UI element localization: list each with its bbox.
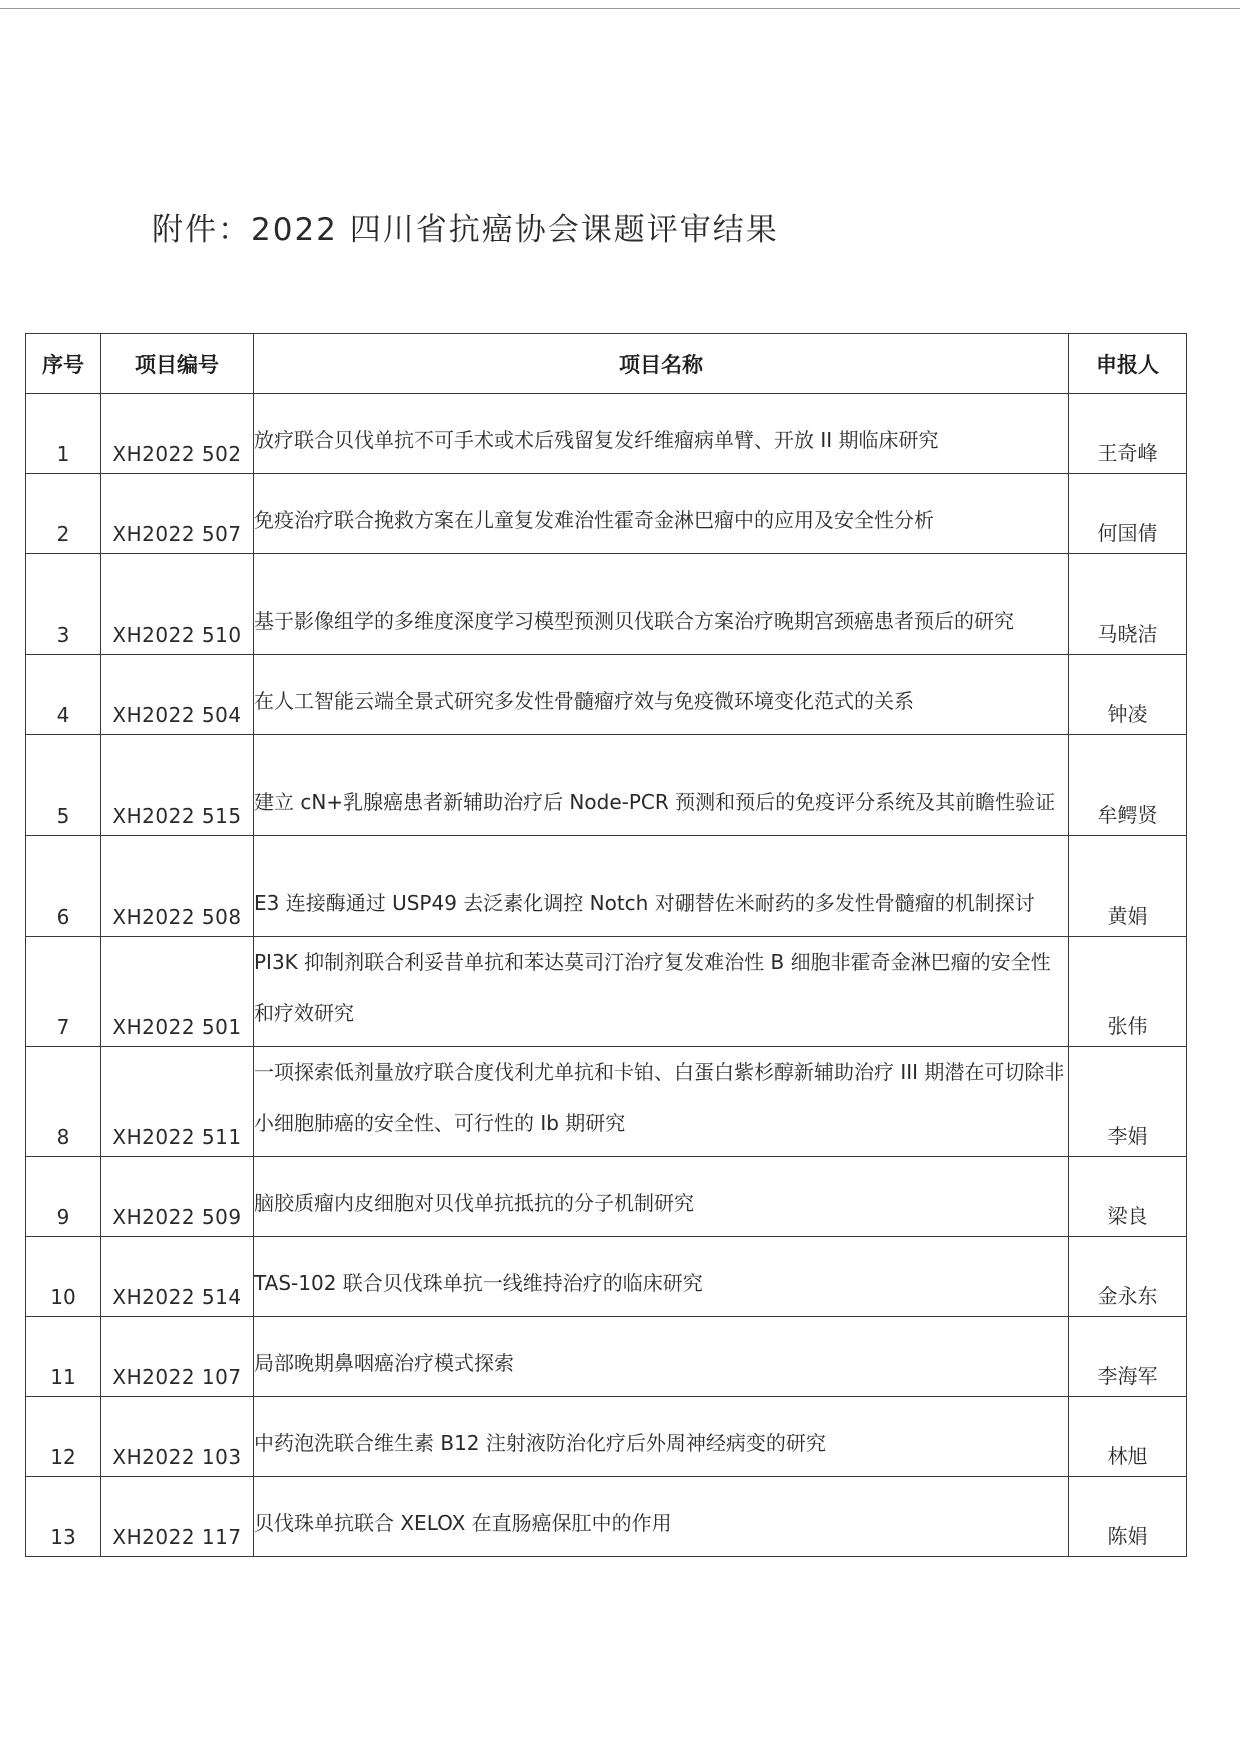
row-applicant: 李海军 <box>1069 1317 1187 1397</box>
row-name: 一项探索低剂量放疗联合度伐利尤单抗和卡铂、白蛋白紫杉醇新辅助治疗 III 期潜在可切除非小细胞肺癌的安全性、可行性的 Ib 期研究 <box>254 1047 1069 1157</box>
row-index: 11 <box>26 1317 101 1397</box>
table-row <box>26 1237 1187 1317</box>
row-name: 贝伐珠单抗联合 XELOX 在直肠癌保肛中的作用 <box>254 1477 1069 1557</box>
row-code: XH2022 508 <box>101 836 254 937</box>
row-name: 建立 cN+乳腺癌患者新辅助治疗后 Node-PCR 预测和预后的免疫评分系统及其前瞻性验证 <box>254 735 1069 836</box>
row-applicant: 王奇峰 <box>1069 394 1187 474</box>
row-name: 基于影像组学的多维度深度学习模型预测贝伐联合方案治疗晚期宫颈癌患者预后的研究 <box>254 554 1069 655</box>
row-index: 9 <box>26 1157 101 1237</box>
row-name: TAS-102 联合贝伐珠单抗一线维持治疗的临床研究 <box>254 1237 1069 1317</box>
row-applicant: 马晓洁 <box>1069 554 1187 655</box>
row-applicant: 林旭 <box>1069 1397 1187 1477</box>
row-name: PI3K 抑制剂联合利妥昔单抗和苯达莫司汀治疗复发难治性 B 细胞非霍奇金淋巴瘤的安全性和疗效研究 <box>254 937 1069 1047</box>
row-applicant: 钟凌 <box>1069 655 1187 735</box>
row-name: 放疗联合贝伐单抗不可手术或术后残留复发纤维瘤病单臂、开放 II 期临床研究 <box>254 394 1069 474</box>
row-index: 1 <box>26 394 101 474</box>
row-index: 6 <box>26 836 101 937</box>
row-index: 13 <box>26 1477 101 1557</box>
row-code: XH2022 117 <box>101 1477 254 1557</box>
row-applicant: 张伟 <box>1069 937 1187 1047</box>
table-row <box>26 735 1187 836</box>
row-code: XH2022 514 <box>101 1237 254 1317</box>
table-header-row <box>26 334 1187 394</box>
row-applicant: 梁良 <box>1069 1157 1187 1237</box>
row-name: E3 连接酶通过 USP49 去泛素化调控 Notch 对硼替佐米耐药的多发性骨髓瘤的机制探讨 <box>254 836 1069 937</box>
table-row <box>26 937 1187 1047</box>
row-index: 12 <box>26 1397 101 1477</box>
row-index: 10 <box>26 1237 101 1317</box>
header-applicant: 申报人 <box>1069 334 1187 394</box>
header-name: 项目名称 <box>254 334 1069 394</box>
row-applicant: 牟鳄贤 <box>1069 735 1187 836</box>
row-code: XH2022 509 <box>101 1157 254 1237</box>
table-row <box>26 474 1187 554</box>
header-code: 项目编号 <box>101 334 254 394</box>
row-name: 在人工智能云端全景式研究多发性骨髓瘤疗效与免疫微环境变化范式的关系 <box>254 655 1069 735</box>
row-name: 脑胶质瘤内皮细胞对贝伐单抗抵抗的分子机制研究 <box>254 1157 1069 1237</box>
row-code: XH2022 510 <box>101 554 254 655</box>
row-index: 7 <box>26 937 101 1047</box>
row-code: XH2022 502 <box>101 394 254 474</box>
table-row <box>26 1157 1187 1237</box>
table-row <box>26 1317 1187 1397</box>
table-row <box>26 1397 1187 1477</box>
row-index: 4 <box>26 655 101 735</box>
table-row <box>26 1477 1187 1557</box>
results-table <box>25 333 1187 1557</box>
document-title: 附件：2022 四川省抗癌协会课题评审结果 <box>152 212 779 248</box>
row-name: 中药泡洗联合维生素 B12 注射液防治化疗后外周神经病变的研究 <box>254 1397 1069 1477</box>
row-applicant: 李娟 <box>1069 1047 1187 1157</box>
table-row <box>26 836 1187 937</box>
table-row <box>26 1047 1187 1157</box>
table-row <box>26 554 1187 655</box>
header-index: 序号 <box>26 334 101 394</box>
row-applicant: 金永东 <box>1069 1237 1187 1317</box>
row-name: 局部晚期鼻咽癌治疗模式探索 <box>254 1317 1069 1397</box>
table-row <box>26 655 1187 735</box>
table-row <box>26 394 1187 474</box>
row-code: XH2022 501 <box>101 937 254 1047</box>
row-name: 免疫治疗联合挽救方案在儿童复发难治性霍奇金淋巴瘤中的应用及安全性分析 <box>254 474 1069 554</box>
row-index: 2 <box>26 474 101 554</box>
row-code: XH2022 504 <box>101 655 254 735</box>
row-index: 5 <box>26 735 101 836</box>
scan-top-rule <box>0 8 1240 9</box>
row-code: XH2022 511 <box>101 1047 254 1157</box>
row-code: XH2022 103 <box>101 1397 254 1477</box>
row-applicant: 黄娟 <box>1069 836 1187 937</box>
row-code: XH2022 507 <box>101 474 254 554</box>
row-index: 3 <box>26 554 101 655</box>
row-applicant: 陈娟 <box>1069 1477 1187 1557</box>
row-code: XH2022 107 <box>101 1317 254 1397</box>
row-applicant: 何国倩 <box>1069 474 1187 554</box>
row-code: XH2022 515 <box>101 735 254 836</box>
row-index: 8 <box>26 1047 101 1157</box>
